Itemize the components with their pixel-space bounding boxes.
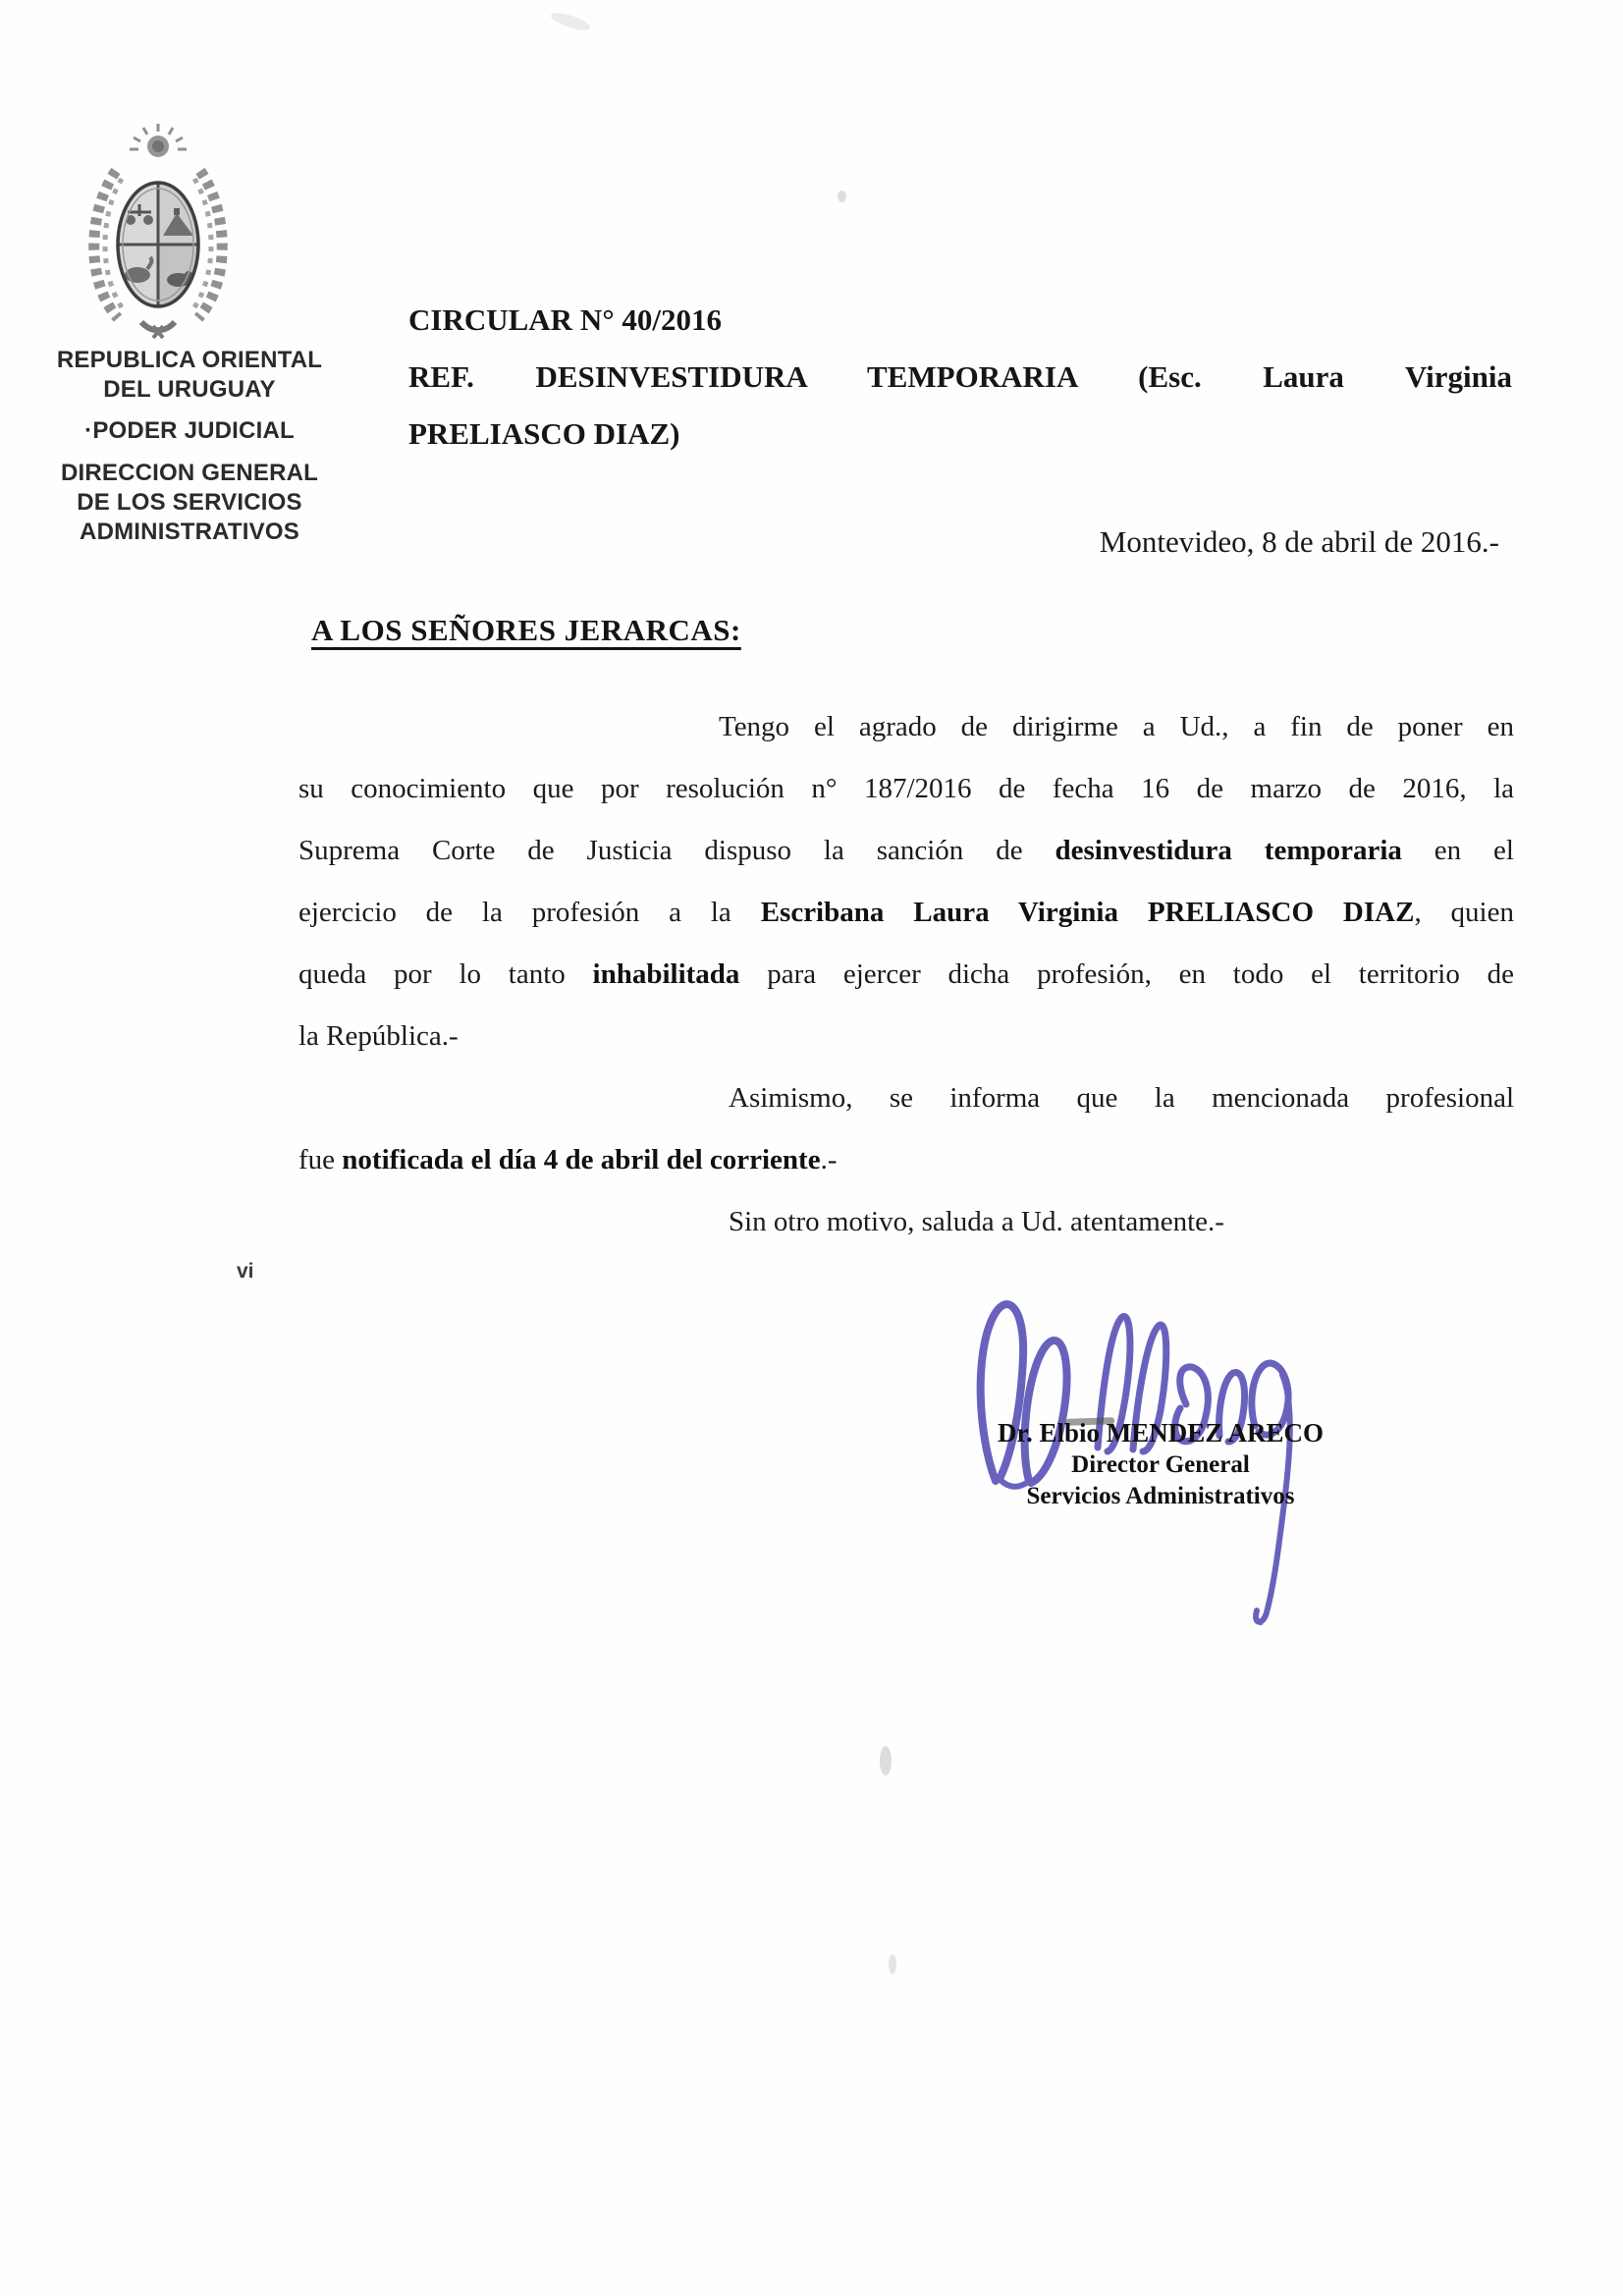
body-line — [298, 1067, 1514, 1129]
text-run-bold: desinvestidura temporaria — [1055, 835, 1402, 866]
text-run: la República.- — [298, 1020, 459, 1052]
signatory-office: Servicios Administrativos — [1026, 1483, 1295, 1509]
text-run: , quien — [1414, 897, 1514, 928]
body-line — [298, 758, 1514, 820]
letter-body — [298, 696, 1514, 1253]
letterhead-org — [39, 346, 340, 547]
letterhead-line: DIRECCION GENERAL — [60, 460, 319, 486]
uruguay-coat-of-arms-icon — [84, 120, 232, 344]
letterhead-line: ·PODER JUDICIAL — [84, 417, 295, 444]
body-line — [298, 1006, 1514, 1067]
scan-artifact — [880, 1746, 892, 1776]
dateline: Montevideo, 8 de abril de 2016.- — [1099, 524, 1499, 559]
text-run: Suprema Corte de Justicia dispuso la sanción de — [298, 835, 1055, 866]
ref-subject-line-1: REF. DESINVESTIDURA TEMPORARIA (Esc. Laura Virginia — [408, 359, 1512, 394]
signatory-name: Dr. Elbio MENDEZ ARECO — [997, 1418, 1325, 1448]
text-run: ejercicio de la profesión a la — [298, 897, 761, 928]
ref-subject-line-2: PRELIASCO DIAZ) — [408, 416, 680, 451]
text-run: Asimismo, se informa que la mencionada profesional — [729, 1082, 1514, 1114]
circular-number: CIRCULAR N° 40/2016 — [408, 302, 722, 337]
text-run-bold: Escribana Laura Virginia PRELIASCO DIAZ — [760, 897, 1415, 928]
text-run: queda por lo tanto — [298, 958, 593, 990]
scan-artifact — [838, 191, 846, 202]
body-line — [298, 944, 1514, 1006]
text-run: Sin otro motivo, saluda a Ud. atentamente.- — [729, 1206, 1224, 1237]
text-run: su conocimiento que por resolución n° 187/2016 de fecha 16 de marzo de 2016, la — [298, 773, 1514, 804]
scan-artifact — [889, 1954, 896, 1974]
text-run-bold: inhabilitada — [592, 958, 740, 990]
text-run-bold: notificada el día 4 de abril del corriente — [342, 1144, 821, 1175]
scan-artifact — [549, 10, 592, 33]
text-run: para ejercer dicha profesión, en todo el territorio de — [739, 958, 1514, 990]
letterhead-line: DE LOS SERVICIOS — [77, 489, 302, 516]
body-line — [298, 882, 1514, 944]
text-run: .- — [820, 1144, 838, 1175]
signatory-block — [994, 1416, 1327, 1512]
letterhead-line: ADMINISTRATIVOS — [80, 519, 299, 545]
text-run: en el — [1401, 835, 1514, 866]
text-run: Tengo el agrado de dirigirme a Ud., a fin de poner en — [719, 711, 1514, 742]
document-header — [408, 302, 1512, 473]
salutation: A LOS SEÑORES JERARCAS: — [311, 613, 741, 647]
letterhead-line: REPUBLICA ORIENTAL — [56, 347, 323, 373]
body-line — [298, 820, 1514, 882]
body-line — [298, 696, 1514, 758]
letterhead-line: DEL URUGUAY — [103, 376, 276, 403]
signatory-title: Director General — [1071, 1451, 1250, 1478]
typist-initials: vi — [237, 1260, 254, 1283]
body-line — [298, 1191, 1514, 1253]
body-line — [298, 1129, 1514, 1191]
text-run: fue — [298, 1144, 343, 1175]
